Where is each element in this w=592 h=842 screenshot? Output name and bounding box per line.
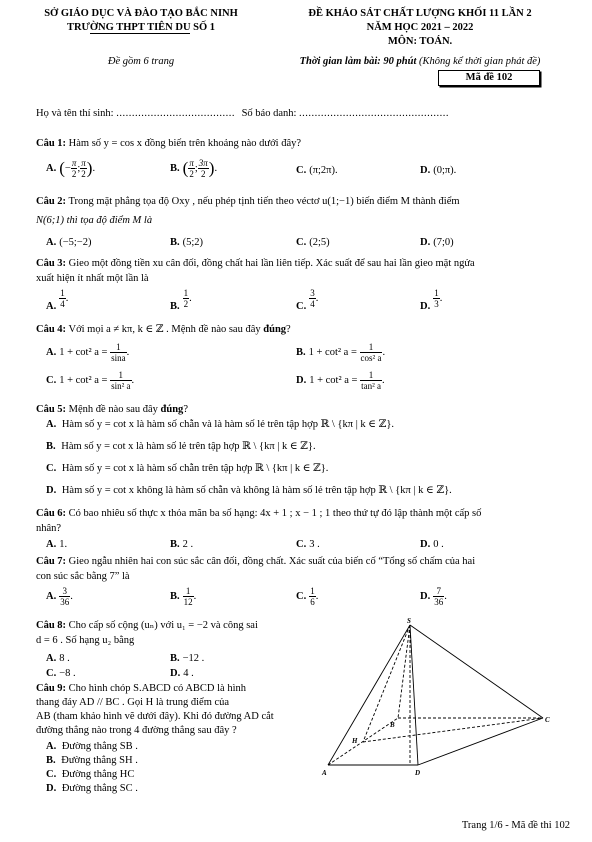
question-label: Câu 4:	[36, 324, 67, 335]
q4-option-d: D. 1 + cot² a = $\frac{1}{\text{tan² a}}$ .	[296, 370, 385, 391]
label-C: C	[545, 716, 550, 724]
option-text: (0;π).	[433, 165, 457, 176]
q4-option-a: A. 1 + cot² a = $\frac{1}{\sin a}$ .	[46, 342, 130, 363]
question-label: Câu 7:	[36, 556, 67, 567]
q2-option-c: C. (2;5)	[296, 237, 330, 248]
label-A: A	[322, 769, 327, 777]
edge-DC	[418, 718, 543, 765]
question-text: xuất hiện ít nhất một lần là	[36, 273, 149, 284]
q3-option-a: A. $\frac{1}{4}$ .	[46, 288, 69, 312]
q1-option-b: B. ( $\frac{\pi}{2}$ ; $\frac{3\pi}{2}$ ).	[170, 158, 218, 179]
department-name: SỞ GIÁO DỤC VÀ ĐÀO TẠO BẮC NINH	[44, 8, 238, 19]
q8-option-c: C. −8 .	[46, 668, 76, 679]
time-info	[250, 56, 590, 67]
question-label: Câu 9:	[36, 683, 67, 694]
question-9	[36, 682, 326, 738]
q9-option-b: B. Đường thẳng SH .	[46, 755, 138, 766]
time-label: Thời gian làm bài: 90 phút	[299, 56, 417, 67]
option-label: A.	[46, 162, 57, 174]
q4-option-c: C. 1 + cot² a = $\frac{1}{\text{sin² a}}$ .	[46, 370, 135, 391]
option-label: B.	[170, 162, 180, 174]
edge-SH	[363, 625, 410, 742]
question-text: Với mọi a ≠ kπ, k ∈ ℤ . Mệnh đề nào sau đây	[66, 324, 264, 335]
question-text: AB (tham khảo hình vẽ dưới đây). Khi đó đường AD cắt	[36, 711, 274, 722]
page-footer: Trang 1/6 - Mã đề thi 102	[461, 820, 570, 831]
q1-option-a: A. (− $\frac{\pi}{2}$ ; $\frac{\pi}{2}$ ).	[46, 158, 96, 179]
question-7	[36, 554, 556, 584]
q3-option-d: D. $\frac{1}{3}$ .	[420, 288, 443, 312]
q3-option-b: B. $\frac{1}{2}$ .	[170, 288, 192, 312]
question-label: Câu 1:	[36, 138, 67, 149]
question-8	[36, 618, 326, 648]
option-label: C.	[296, 165, 307, 176]
school-name: TRƯỜNG THPT TIÊN DU SỐ 1	[66, 22, 216, 33]
option-text: −	[64, 162, 71, 174]
q5-option-a: A. Hàm số y = cot x là hàm số chẵn và là hàm số lẻ trên tập hợp ℝ \ {kπ | k ∈ ℤ}.	[46, 419, 395, 430]
exam-code-box: Mã đề 102	[438, 70, 540, 86]
q6-option-c: C. 3 .	[296, 539, 320, 550]
label-D: D	[415, 769, 421, 777]
question-text: Có bao nhiêu số thực x thỏa mãn ba số hạng: 4x + 1 ; x − 1 ; 1 theo thứ tự đó lập thành một cấp số	[66, 508, 482, 519]
candidate-name-label: Họ và tên thí sinh:	[36, 108, 117, 119]
q1-option-d	[420, 164, 456, 178]
question-text: Cho cấp số cộng (uₙ) với u₁ = −2 và công sai	[66, 620, 258, 631]
question-2	[36, 194, 556, 228]
question-6	[36, 506, 556, 536]
q3-option-c: C. $\frac{3}{4}$ .	[296, 288, 319, 312]
question-text: Trong mặt phẳng tọa độ Oxy , nếu phép tịnh tiến theo véctơ u(1;−1) biến điểm M thành điểm	[66, 196, 460, 207]
q7-option-a: A. $\frac{3}{36}$ .	[46, 586, 73, 607]
question-text: thang đáy AD // BC . Gọi H là trung điểm của	[36, 697, 230, 708]
q6-option-b: B. 2 .	[170, 539, 194, 550]
question-label: Câu 8:	[36, 620, 67, 631]
sbd-label: Số báo danh:	[241, 108, 300, 119]
edge-SD	[410, 625, 418, 765]
question-text: Mệnh đề nào sau đây	[66, 404, 161, 415]
question-4: Câu 4: Với mọi a ≠ kπ, k ∈ ℤ . Mệnh đề nào sau đây đúng?	[36, 324, 291, 335]
question-text: nhân?	[36, 523, 62, 534]
q9-option-a: A. Đường thẳng SB .	[46, 741, 138, 752]
q8-option-a: A. 8 .	[46, 653, 70, 664]
question-text: d = 6 . Số hạng u₂ bằng	[36, 635, 135, 646]
q6-option-a: A. 1.	[46, 539, 68, 550]
question-1	[36, 136, 556, 151]
q7-option-b: B. $\frac{1}{12}$ .	[170, 586, 197, 607]
q4-option-b: B. 1 + cot² a = $\frac{1}{\text{cos² a}}$ .	[296, 342, 386, 363]
edge-SC	[410, 625, 543, 718]
q1-option-c	[296, 164, 338, 178]
question-text: Gieo một đồng tiền xu cân đối, đồng chất hai lần liên tiếp. Xác suất để sau hai lần gieo mặt ngửa	[66, 258, 475, 269]
question-label: Câu 2:	[36, 196, 67, 207]
question-5: Câu 5: Mệnh đề nào sau đây đúng?	[36, 404, 188, 415]
option-text: (π;2π).	[309, 165, 338, 176]
label-S: S	[407, 617, 411, 625]
question-text: Gieo ngẫu nhiên hai con súc sắc cân đối, đồng chất. Xác suất của biến cố “Tổng số chấm của hai	[66, 556, 476, 567]
pyramid-figure	[318, 615, 558, 785]
label-H: H	[352, 737, 358, 745]
subject: MÔN: TOÁN.	[387, 36, 453, 47]
question-emphasis: đúng	[160, 404, 184, 415]
q6-option-d: D. 0 .	[420, 539, 444, 550]
q5-option-c: C. Hàm số y = cot x là hàm số chẵn trên tập hợp ℝ \ {kπ | k ∈ ℤ}.	[46, 463, 329, 474]
q2-option-b: B. (5;2)	[170, 237, 204, 248]
question-label: Câu 3:	[36, 258, 67, 269]
q5-option-b: B. Hàm số y = cot x là hàm số lẻ trên tập hợp ℝ \ {kπ | k ∈ ℤ}.	[46, 441, 316, 452]
q2-option-d: D. (7;0)	[420, 237, 454, 248]
q9-option-c: C. Đường thẳng HC	[46, 769, 135, 780]
q9-option-d: D. Đường thẳng SC .	[46, 783, 138, 794]
question-text: Hàm số y = cos x đồng biến trên khoảng nào dưới đây?	[66, 138, 302, 149]
question-text: N(6;1) thì tọa độ điểm M là	[36, 215, 153, 226]
edge-SA	[328, 625, 410, 765]
sbd-dots: ................................................	[299, 108, 450, 119]
q2-option-a: A. (−5;−2)	[46, 237, 92, 248]
candidate-name-dots: ......................................	[116, 108, 235, 119]
page-count-note: Đề gồm 6 trang	[107, 56, 175, 67]
q7-option-d: D. $\frac{7}{36}$ .	[420, 586, 447, 607]
question-label: Câu 5:	[36, 404, 67, 415]
school-underline	[90, 33, 190, 34]
question-text: Cho hình chóp S.ABCD có ABCD là hình	[66, 683, 247, 694]
q8-option-b: B. −12 .	[170, 653, 205, 664]
question-3	[36, 256, 556, 286]
q5-option-d: D. Hàm số y = cot x không là hàm số chẵn và không là hàm số lẻ trên tập hợp ℝ \ {kπ | k ∈ ℤ}.	[46, 485, 452, 496]
label-B: B	[390, 721, 395, 729]
candidate-line	[36, 108, 449, 119]
q8-option-d: D. 4 .	[170, 668, 194, 679]
question-text: đường thẳng nào trong 4 đường thẳng sau đây ?	[36, 725, 237, 736]
question-text: con súc sắc bằng 7” là	[36, 571, 130, 582]
q7-option-c: C. $\frac{1}{6}$ .	[296, 586, 319, 607]
exam-title: ĐỀ KHẢO SÁT CHẤT LƯỢNG KHỐI 11 LẦN 2	[308, 8, 532, 19]
school-year: NĂM HỌC 2021 – 2022	[366, 22, 474, 33]
question-emphasis: đúng	[263, 324, 287, 335]
option-label: D.	[420, 165, 431, 176]
time-note: (Không kể thời gian phát đề)	[419, 56, 541, 67]
question-label: Câu 6:	[36, 508, 67, 519]
